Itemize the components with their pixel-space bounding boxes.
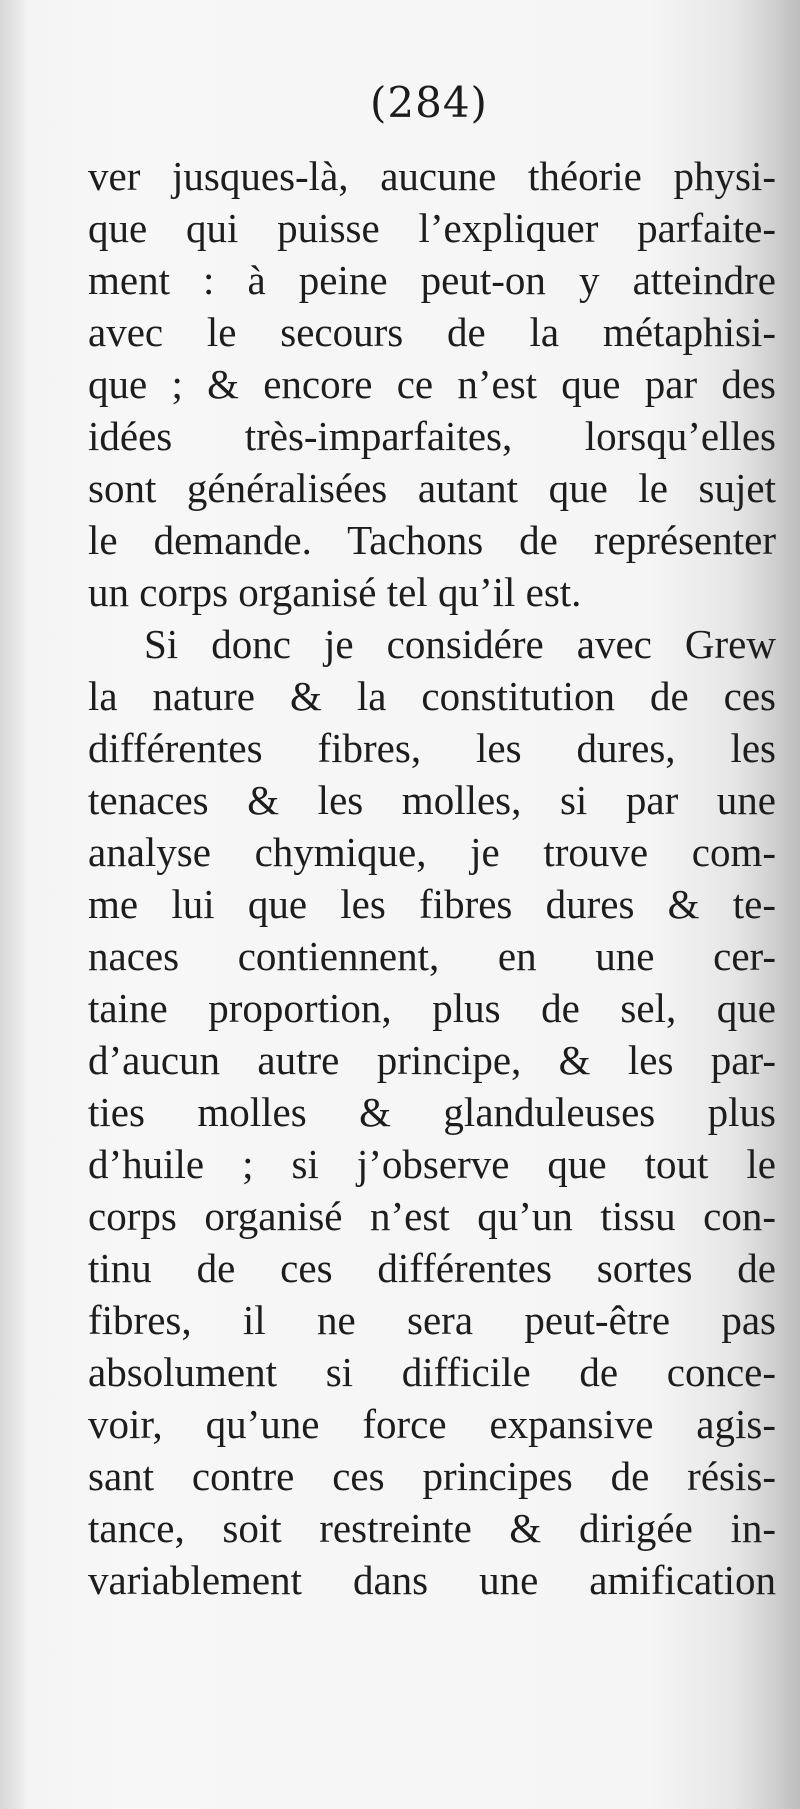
text-line: me lui que les fibres dures & te-: [88, 881, 776, 927]
text-line: tenaces & les molles, si par une: [88, 777, 776, 823]
text-line: absolument si difficile de conce-: [88, 1349, 776, 1395]
text-line: ties molles & glanduleuses plus: [88, 1089, 776, 1135]
text-line: la nature & la constitution de ces: [88, 673, 776, 719]
text-line: tinu de ces différentes sortes de: [88, 1245, 776, 1291]
text-line: corps organisé n’est qu’un tissu con-: [88, 1193, 776, 1239]
page-edge-shadow: [0, 0, 28, 1809]
text-line: le demande. Tachons de représenter: [88, 517, 776, 563]
text-line: idées très-imparfaites, lorsqu’elles: [88, 413, 776, 459]
text-line: différentes fibres, les dures, les: [88, 725, 776, 771]
text-line: tance, soit restreinte & dirigée in-: [88, 1505, 776, 1551]
text-line: naces contiennent, en une cer-: [88, 933, 776, 979]
text-line: ver jusques-là, aucune théorie physi-: [88, 153, 776, 199]
text-line: d’huile ; si j’observe que tout le: [88, 1141, 776, 1187]
text-line: ment : à peine peut-on y atteindre: [88, 257, 776, 303]
text-line: que qui puisse l’expliquer parfaite-: [88, 205, 776, 251]
text-line: un corps organisé tel qu’il est.: [88, 569, 582, 615]
text-line: fibres, il ne sera peut-être pas: [88, 1297, 776, 1343]
text-line: que ; & encore ce n’est que par des: [88, 361, 776, 407]
text-line: sant contre ces principes de résis-: [88, 1453, 776, 1499]
text-line: voir, qu’une force expansive agis-: [88, 1401, 776, 1447]
text-line: analyse chymique, je trouve com-: [88, 829, 776, 875]
text-line: avec le secours de la métaphisi-: [88, 309, 776, 355]
text-line: sont généralisées autant que le sujet: [88, 465, 776, 511]
text-line: variablement dans une amification: [88, 1557, 776, 1603]
page-number: (284): [370, 78, 488, 127]
text-line: taine proportion, plus de sel, que: [88, 985, 776, 1031]
text-line: d’aucun autre principe, & les par-: [88, 1037, 776, 1083]
text-line: Si donc je considére avec Grew: [144, 621, 776, 667]
